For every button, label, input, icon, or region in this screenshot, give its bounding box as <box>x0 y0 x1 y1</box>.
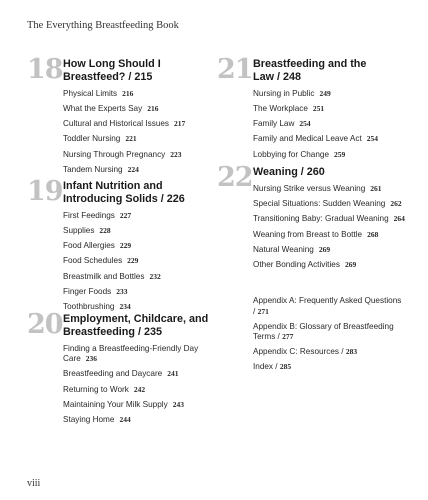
appendix-entry: Appendix B: Glossary of Breastfeeding Terms / 277 <box>253 321 394 342</box>
toc-entry: Returning to Work 242 <box>63 384 146 394</box>
toc-entry: Maintaining Your Milk Supply 243 <box>63 399 184 409</box>
toc-entry: Finger Foods 233 <box>63 287 128 297</box>
appendix-entry: Appendix A: Frequently Asked Questions / 271 <box>253 296 402 316</box>
toc-entry: What the Experts Say 216 <box>63 103 159 113</box>
toc-entry: Transitioning Baby: Gradual Weaning 264 <box>253 214 405 224</box>
toc-entry: Natural Weaning 269 <box>253 244 331 254</box>
toc-entry: First Feedings 227 <box>63 210 132 220</box>
chapter-number: 19 <box>27 176 63 207</box>
toc-entry: Food Schedules 229 <box>63 256 139 266</box>
toc-entry: Special Situations: Sudden Weaning 262 <box>253 199 402 209</box>
toc-entry: Supplies 228 <box>63 225 111 235</box>
appendix-entry: Appendix C: Resources / 283 <box>253 347 358 357</box>
toc-entry: Physical Limits 216 <box>63 88 134 98</box>
toc-entry: Family Law 254 <box>253 119 311 129</box>
toc-entry: Tandem Nursing 224 <box>63 165 139 175</box>
chapter-number: 20 <box>27 309 63 340</box>
toc-entry: Family and Medical Leave Act 254 <box>253 134 379 144</box>
toc-entry: Nursing Strike versus Weaning 261 <box>253 183 382 193</box>
chapter-number: 21 <box>217 54 253 85</box>
toc-entry: Breastfeeding and Daycare 241 <box>63 369 179 379</box>
running-header: The Everything Breastfeeding Book <box>27 20 179 31</box>
toc-entry: Other Bonding Activities 269 <box>253 260 357 270</box>
toc-entry: The Workplace 251 <box>253 103 325 113</box>
toc-entry: Lobbying for Change 259 <box>253 149 346 159</box>
toc-entry: Weaning from Breast to Bottle 268 <box>253 229 379 239</box>
toc-entry: Toddler Nursing 221 <box>63 134 137 144</box>
appendix-list <box>253 296 403 377</box>
chapter-number: 22 <box>217 162 253 193</box>
toc-entry: Nursing Through Pregnancy 223 <box>63 149 182 159</box>
chapter-title: Breastfeeding and the Law / 248 <box>253 58 367 83</box>
toc-entry: Cultural and Historical Issues 217 <box>63 119 186 129</box>
chapter-title: Weaning / 260 <box>253 166 325 178</box>
toc-entry: Breastmilk and Bottles 232 <box>63 271 161 281</box>
chapter-title: Infant Nutrition and Introducing Solids / 226 <box>63 180 185 205</box>
page-number: viii <box>27 478 41 489</box>
chapter-title: Employment, Childcare, and Breastfeeding / 235 <box>63 313 209 338</box>
toc-entry: Finding a Breastfeeding-Friendly Day Care 236 <box>63 343 199 364</box>
toc-entry: Toothbrushing 234 <box>63 302 131 312</box>
chapter-title: How Long Should I Breastfeed? / 215 <box>63 58 161 83</box>
toc-entry: Food Allergies 229 <box>63 241 132 251</box>
toc-entry: Staying Home 244 <box>63 415 131 425</box>
chapter-number: 18 <box>27 54 63 85</box>
toc-entry: Nursing in Public 249 <box>253 88 331 98</box>
appendix-entry: Index / 285 <box>253 362 292 372</box>
